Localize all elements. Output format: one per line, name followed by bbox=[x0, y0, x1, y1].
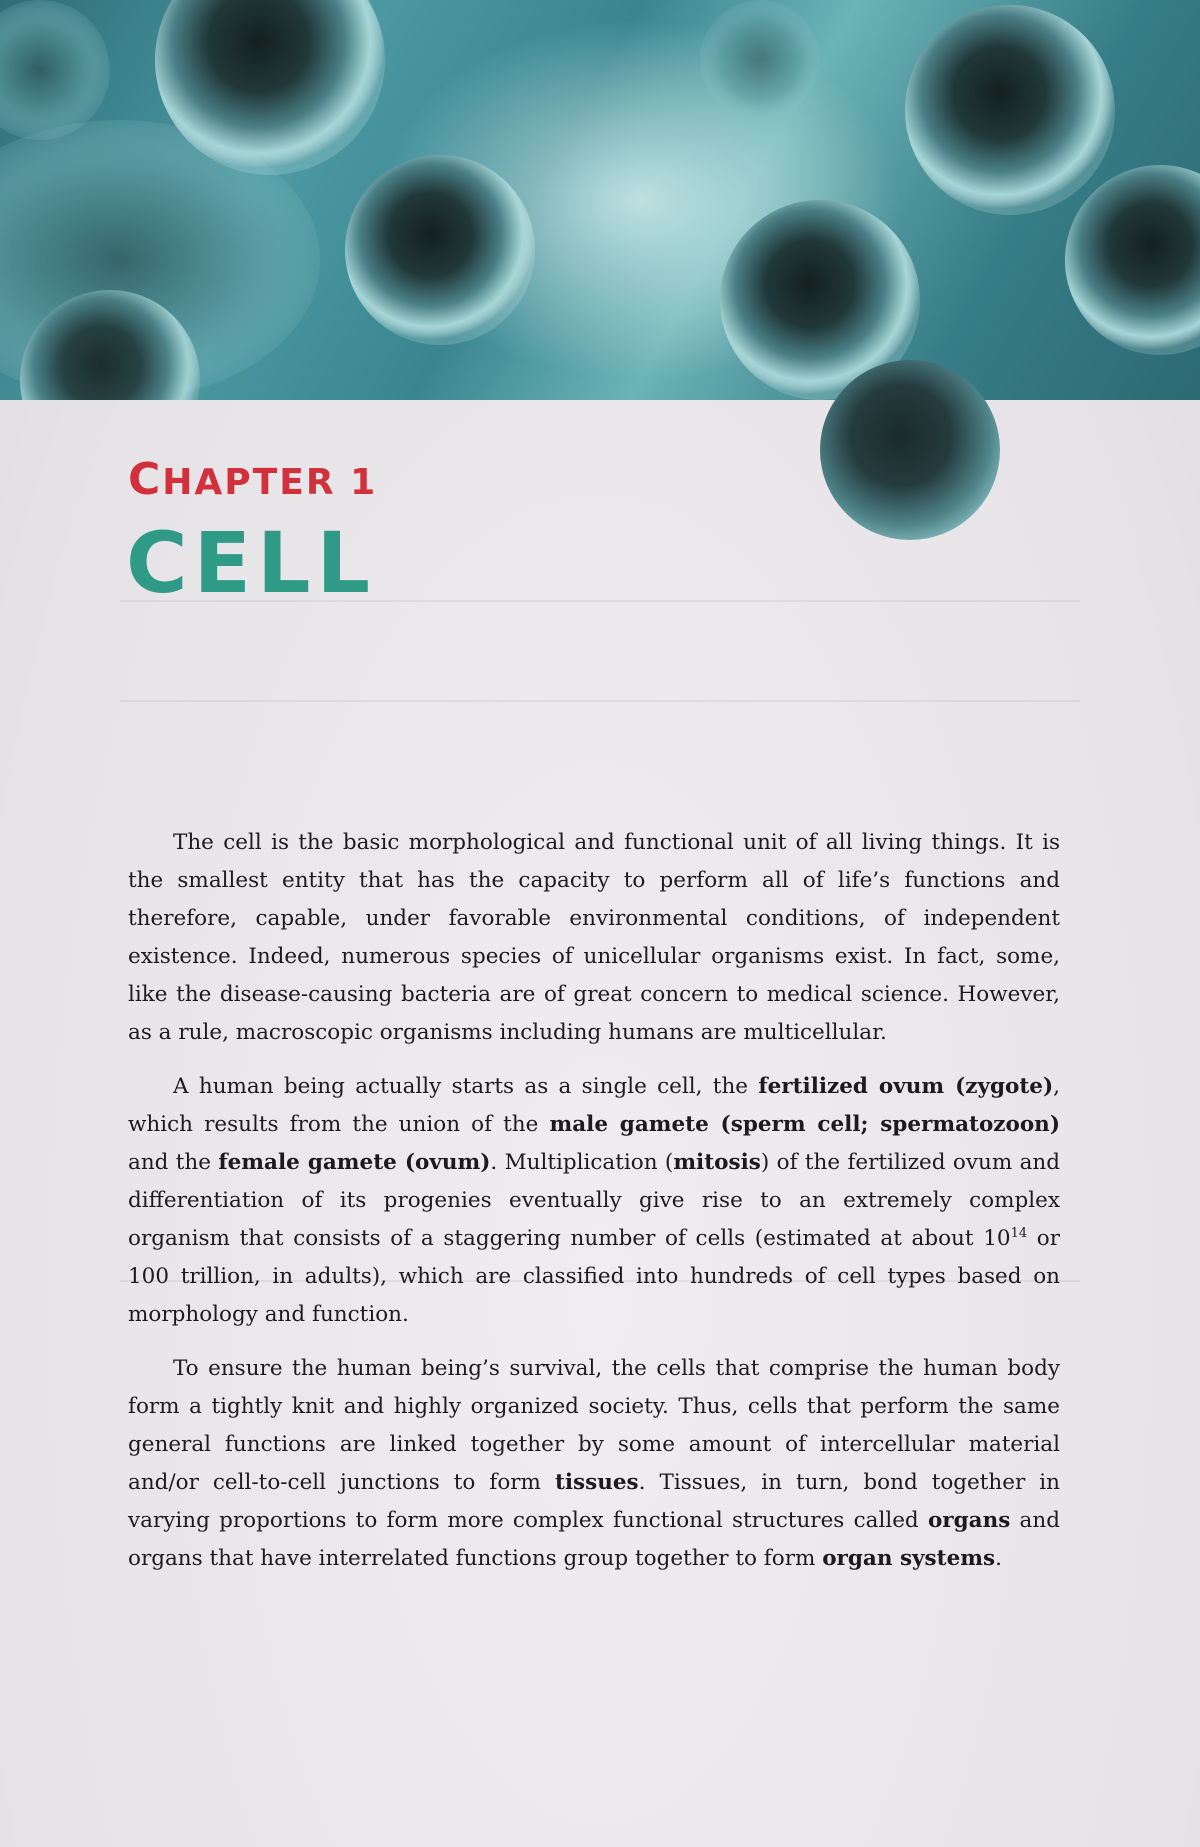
text-run: . Multiplication ( bbox=[490, 1150, 674, 1175]
cell-microscopy-image bbox=[0, 0, 1200, 400]
text-run: A human being actually starts as a single cell, the bbox=[173, 1074, 759, 1099]
chapter-body bbox=[128, 824, 1060, 1594]
text-run: and the bbox=[128, 1150, 219, 1175]
paragraph-2 bbox=[128, 1068, 1060, 1334]
term-male-gamete: male gamete (sperm cell; spermatozoon) bbox=[549, 1112, 1060, 1137]
exponent: 14 bbox=[1010, 1225, 1028, 1241]
chapter-label bbox=[128, 454, 378, 505]
chapter-label-rest: HAPTER 1 bbox=[162, 462, 378, 503]
cell-overhang-icon bbox=[820, 360, 1000, 540]
term-organs: organs bbox=[927, 1508, 1011, 1533]
text-run: . Tissues, in turn, bond together in varying proportions to form more complex functional structures called bbox=[128, 1470, 1060, 1533]
term-organ-systems: organ systems bbox=[822, 1546, 996, 1571]
text-run: or 100 trillion, in adults), which are classified into hundreds of cell types based on morphology and function. bbox=[128, 1226, 1060, 1327]
chapter-label-initial: C bbox=[128, 454, 163, 505]
text-run: , which results from the union of the bbox=[128, 1074, 1060, 1137]
text-run: To ensure the human being’s survival, the cells that comprise the human body form a tightly knit and highly organized society. Thus, cells that perform the same general functions are linked together by some amount of intercellular material and/or cell-to-cell junctions to form bbox=[128, 1356, 1060, 1495]
text-run: . bbox=[995, 1546, 1002, 1571]
chapter-title: CELL bbox=[126, 514, 377, 612]
paragraph-3 bbox=[128, 1350, 1060, 1578]
term-mitosis: mitosis bbox=[673, 1150, 761, 1175]
text-run: and organs that have interrelated functions group together to form bbox=[128, 1508, 1060, 1571]
cell-illustration-icon bbox=[0, 0, 1200, 400]
bleed-through-line bbox=[120, 700, 1080, 702]
term-female-gamete: female gamete (ovum) bbox=[218, 1150, 491, 1175]
term-tissues: tissues bbox=[554, 1470, 639, 1495]
paragraph-1: The cell is the basic morphological and functional unit of all living things. It is the smallest entity that has the capacity to perform all of life’s functions and therefore, capable, under favorable environmental conditions, of independent existence. Indeed, numerous species of unicellular organisms exist. In fact, some, like the disease-causing bacteria are of great concern to medical science. However, as a rule, macroscopic organisms including humans are multicellular. bbox=[128, 830, 1060, 1045]
term-fertilized-ovum: fertilized ovum (zygote) bbox=[758, 1074, 1054, 1099]
text-run: ) of the fertilized ovum and differentiation of its progenies eventually give rise to an extremely complex organism that consists of a staggering number of cells (estimated at about 10 bbox=[128, 1150, 1060, 1251]
